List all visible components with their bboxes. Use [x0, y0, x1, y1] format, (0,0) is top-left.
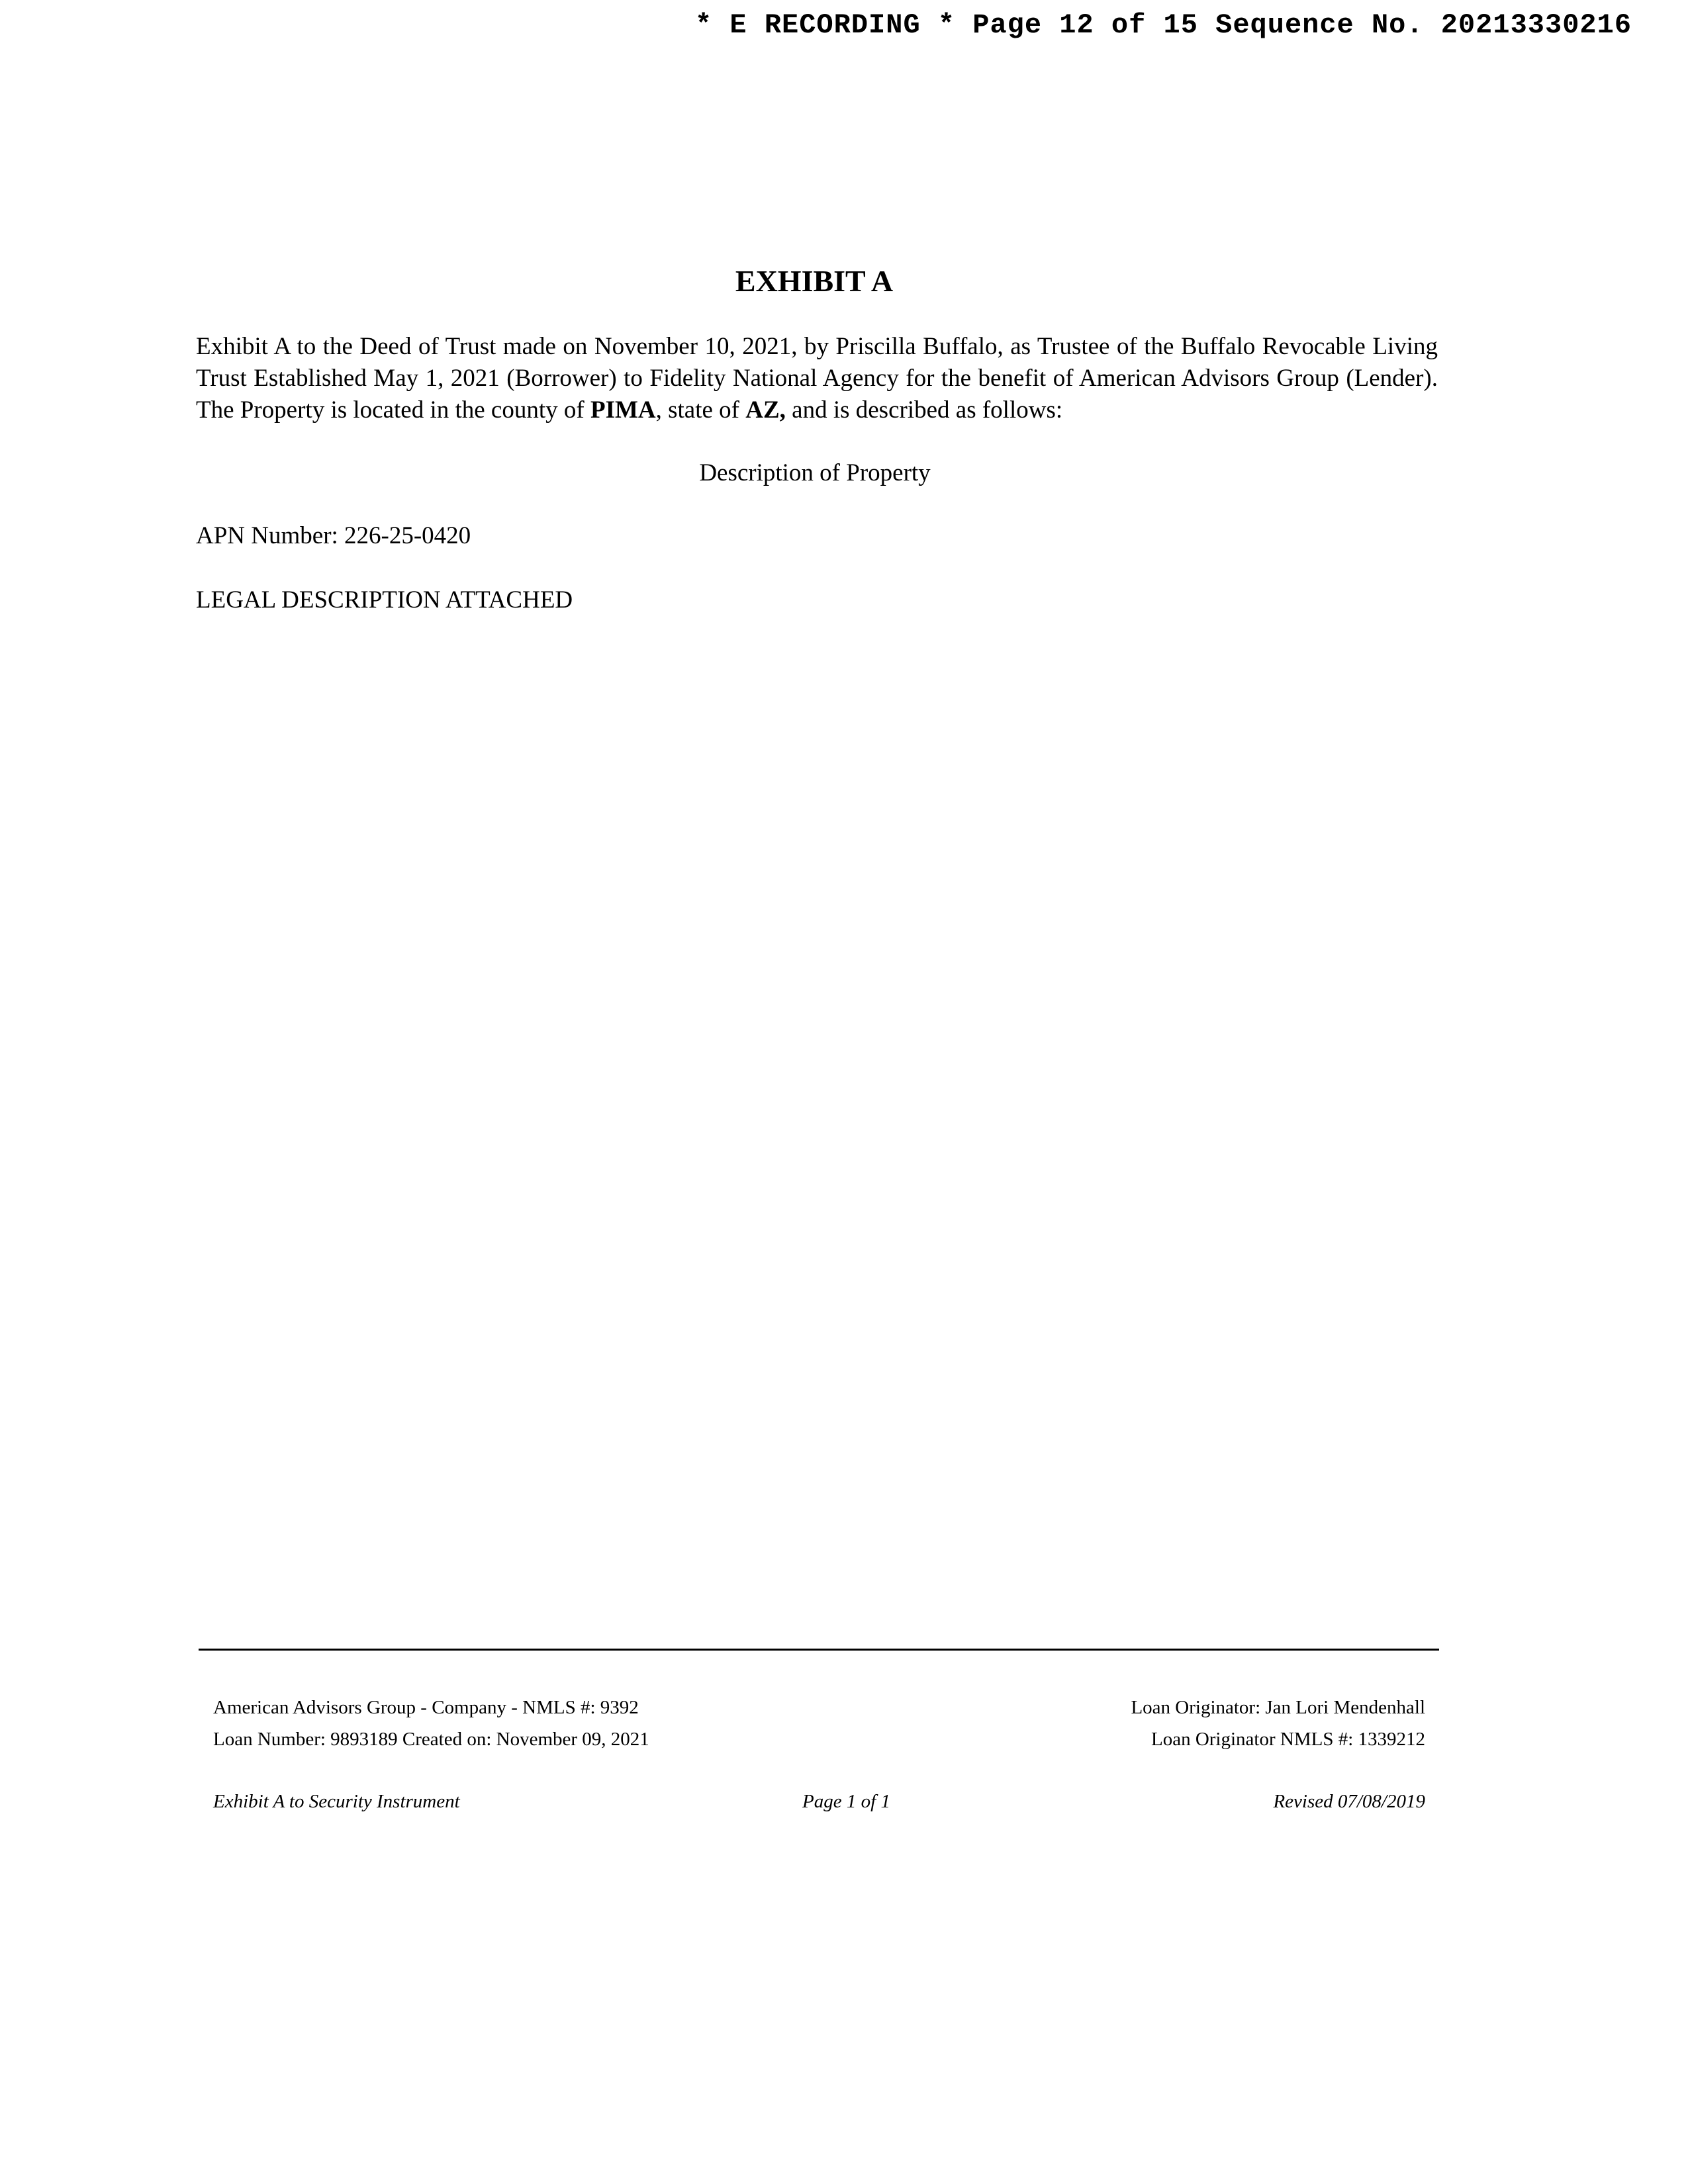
footer-company-line: American Advisors Group - Company - NMLS #: 9392	[213, 1697, 639, 1718]
footer-right-block	[993, 1692, 1425, 1755]
recording-stamp: * E RECORDING * Page 12 of 15 Sequence No. 20213330216	[695, 9, 1632, 41]
footer-form-name: Exhibit A to Security Instrument	[213, 1791, 460, 1812]
footer-page-number: Page 1 of 1	[802, 1791, 890, 1812]
intro-text: Exhibit A to the Deed of Trust made on November 10, 2021, by Priscilla Buffalo, as Trustee of the Buffalo Revocable Living Trust Established May 1, 2021 (Borrower) to Fidelity National Agency for the benefit of American Advisors Group (Lender). The Property is located in the county of	[196, 333, 1438, 424]
footer-bottom-row	[213, 1791, 1425, 1817]
intro-paragraph	[196, 331, 1438, 426]
county-name: PIMA	[590, 396, 656, 424]
footer-divider	[199, 1649, 1439, 1651]
intro-state-label: , state of	[655, 396, 746, 424]
intro-ending: and is described as follows:	[785, 396, 1063, 424]
exhibit-title: EXHIBIT A	[735, 264, 894, 298]
legal-description: LEGAL DESCRIPTION ATTACHED	[196, 586, 573, 614]
state-name: AZ,	[745, 396, 786, 424]
footer-originator-nmls-line: Loan Originator NMLS #: 1339212	[1150, 1729, 1425, 1750]
footer-loan-line: Loan Number: 9893189 Created on: November 09, 2021	[213, 1729, 649, 1750]
footer-revised-date: Revised 07/08/2019	[1273, 1791, 1425, 1812]
footer-left-block	[213, 1692, 649, 1755]
apn-number: APN Number: 226-25-0420	[196, 522, 471, 549]
description-heading: Description of Property	[699, 459, 931, 486]
footer-originator-line: Loan Originator: Jan Lori Mendenhall	[1131, 1697, 1425, 1718]
